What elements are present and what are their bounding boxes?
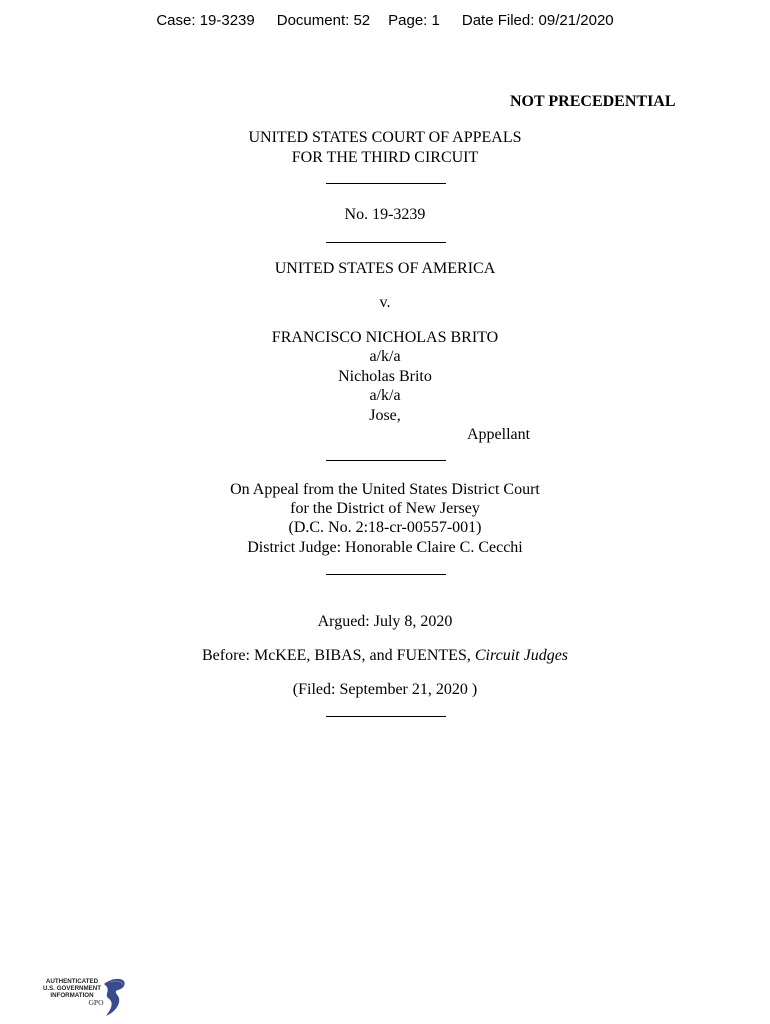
separator-rule [326, 242, 446, 243]
court-name-line1: UNITED STATES COURT OF APPEALS [248, 129, 522, 146]
seal-text-line3: INFORMATION [50, 992, 94, 999]
party-role: Appellant [467, 426, 531, 443]
separator-rule [326, 574, 446, 575]
separator-rule [326, 460, 446, 461]
filing-header [0, 12, 770, 29]
appeal-line2: for the District of New Jersey [290, 500, 480, 517]
date-filed-header: Date Filed: 09/21/2020 [461, 12, 614, 29]
case-number-header: Case: 19-3239 [156, 12, 255, 29]
docket-number: No. 19-3239 [344, 206, 426, 223]
document-number-header: Document: 52 [276, 12, 371, 29]
district-court-number: (D.C. No. 2:18-cr-00557-001) [288, 519, 482, 536]
filed-date: (Filed: September 21, 2020 ) [292, 681, 478, 698]
alias-name: Nicholas Brito [338, 368, 432, 385]
defendant-name: FRANCISCO NICHOLAS BRITO [271, 329, 499, 346]
versus-label: v. [379, 294, 391, 311]
plaintiff-name: UNITED STATES OF AMERICA [274, 260, 496, 277]
page-number-header: Page: 1 [388, 12, 440, 29]
panel-judges [0, 647, 770, 665]
panel-judges-title: Circuit Judges [474, 647, 569, 664]
district-judge: District Judge: Honorable Claire C. Cecchi [247, 539, 523, 556]
separator-rule [326, 716, 446, 717]
precedential-label: NOT PRECEDENTIAL [510, 93, 676, 110]
argued-date: Argued: July 8, 2020 [317, 613, 453, 630]
separator-rule [326, 183, 446, 184]
seal-text-line4: GPO [88, 998, 104, 1007]
panel-judges-names: Before: McKEE, BIBAS, and FUENTES, [201, 647, 475, 664]
court-name-line2: FOR THE THIRD CIRCUIT [291, 149, 479, 166]
aka-label: a/k/a [369, 387, 401, 404]
aka-label: a/k/a [369, 348, 401, 365]
seal-text-line2: U.S. GOVERNMENT [42, 985, 102, 992]
appeal-line1: On Appeal from the United States District Court [230, 481, 540, 498]
gpo-authentication-seal [42, 974, 132, 1018]
seal-text-line1: AUTHENTICATED [45, 978, 99, 985]
alias-name: Jose, [369, 407, 401, 424]
